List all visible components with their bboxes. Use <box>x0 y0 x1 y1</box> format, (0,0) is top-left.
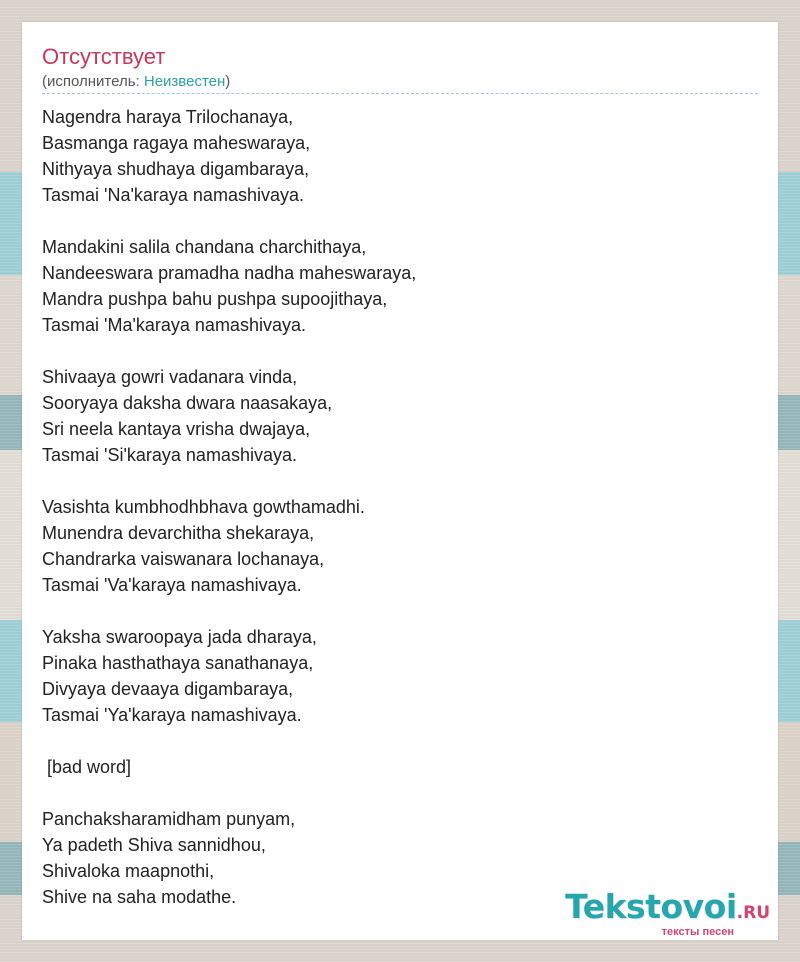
site-logo[interactable] <box>565 887 770 938</box>
lyric-line <box>42 338 758 364</box>
lyric-line: Panchaksharamidham punyam, <box>42 809 296 829</box>
artist-link[interactable]: Неизвестен <box>143 73 226 90</box>
logo-wordmark <box>565 887 770 930</box>
lyric-line: Yaksha swaroopaya jada dharaya, <box>42 627 317 647</box>
lyric-line <box>42 208 758 234</box>
lyric-line <box>42 598 758 624</box>
lyrics-text <box>42 104 758 910</box>
lyric-line: Tasmai 'Ya'karaya namashivaya. <box>42 705 302 725</box>
lyric-line: Tasmai 'Va'karaya namashivaya. <box>42 575 302 595</box>
lyric-line: Basmanga ragaya maheswaraya, <box>42 133 311 153</box>
lyric-line: Ya padeth Shiva sannidhou, <box>42 835 266 855</box>
lyric-line: Mandakini salila chandana charchithaya, <box>42 237 367 257</box>
title-divider <box>42 93 758 94</box>
song-title: Отсутствует <box>42 44 166 69</box>
lyric-line: Sri neela kantaya vrisha dwajaya, <box>42 419 311 439</box>
lyric-line: Nandeeswara pramadha nadha maheswaraya, <box>42 263 417 283</box>
lyric-line <box>42 728 758 754</box>
logo-name: Tekstovoi <box>565 887 737 926</box>
logo-tagline: тексты песен <box>661 926 734 938</box>
lyric-line <box>42 780 758 806</box>
lyric-line: Divyaya devaaya digambaraya, <box>42 679 294 699</box>
lyric-line: Tasmai 'Na'karaya namashivaya. <box>42 185 304 205</box>
lyric-line: Munendra devarchitha shekaraya, <box>42 523 315 543</box>
lyric-line: Pinaka hasthathaya sanathanaya, <box>42 653 314 673</box>
lyric-line: Tasmai 'Si'karaya namashivaya. <box>42 445 297 465</box>
artist-prefix: (исполнитель: <box>42 73 144 90</box>
lyric-line: Tasmai 'Ma'karaya namashivaya. <box>42 315 306 335</box>
lyric-line: Nithyaya shudhaya digambaraya, <box>42 159 310 179</box>
lyric-line: Mandra pushpa bahu pushpa supoojithaya, <box>42 289 388 309</box>
lyric-line: Vasishta kumbhodhbhava gowthamadhi. <box>42 497 365 517</box>
artist-suffix: ) <box>225 73 231 90</box>
artist-line <box>42 73 230 91</box>
lyric-line <box>42 468 758 494</box>
lyric-line: Sooryaya daksha dwara naasakaya, <box>42 393 333 413</box>
lyrics-card <box>22 22 778 940</box>
lyric-line: Nagendra haraya Trilochanaya, <box>42 107 294 127</box>
lyric-line: Shivaaya gowri vadanara vinda, <box>42 367 298 387</box>
lyric-line: Shivaloka maapnothi, <box>42 861 215 881</box>
logo-domain: .RU <box>736 903 770 923</box>
lyric-line: [bad word] <box>42 757 132 777</box>
lyric-line: Chandrarka vaiswanara lochanaya, <box>42 549 325 569</box>
lyric-line: Shive na saha modathe. <box>42 887 237 907</box>
